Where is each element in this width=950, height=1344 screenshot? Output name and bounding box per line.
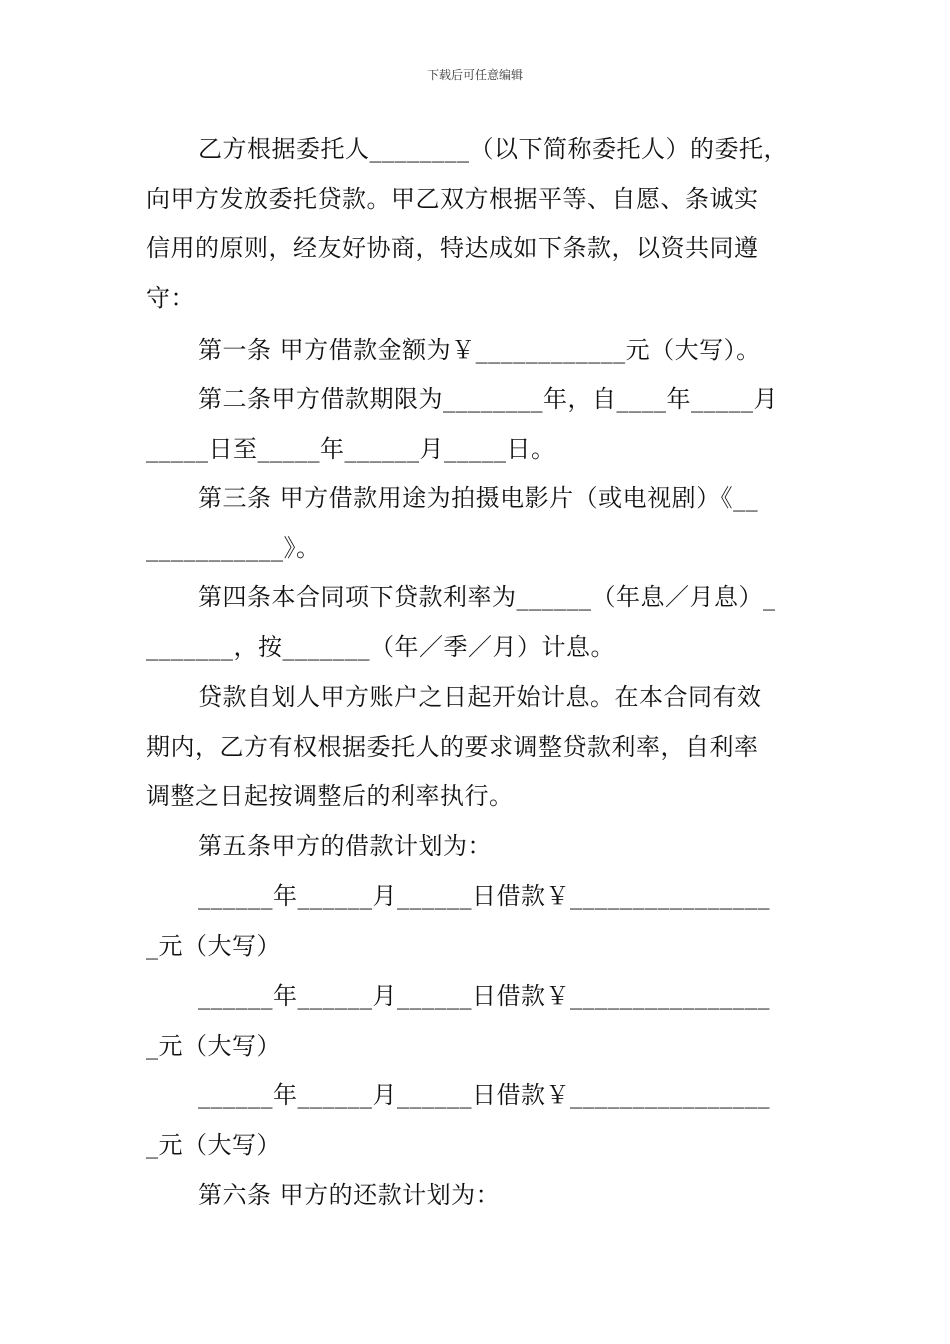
clause-2-line: 第二条甲方借款期限为________年，自____年_____月: [198, 385, 778, 413]
borrowing-plan-line: ______年______月______日借款￥________________: [198, 982, 770, 1010]
paragraph-line: 信用的原则，经友好协商，特达成如下条款，以资共同遵: [146, 234, 759, 262]
paragraph-line: 守：: [146, 284, 195, 312]
borrowing-plan-line: ______年______月______日借款￥________________: [198, 1081, 770, 1109]
clause-2-line: _____日至_____年______月_____日。: [146, 435, 556, 463]
clause-4-line: _______，按_______（年／季／月）计息。: [146, 633, 615, 661]
borrowing-plan-line: _元（大写）: [146, 1131, 281, 1159]
paragraph-line: 调整之日起按调整后的利率执行。: [146, 782, 514, 810]
clause-6-line: 第六条 甲方的还款计划为：: [198, 1181, 501, 1209]
clause-3-line: ___________》。: [146, 534, 321, 562]
borrowing-plan-line: _元（大写）: [146, 932, 281, 960]
clause-5-line: 第五条甲方的借款计划为：: [198, 832, 492, 860]
borrowing-plan-line: ______年______月______日借款￥________________: [198, 882, 770, 910]
clause-4-line: 第四条本合同项下贷款利率为______（年息／月息）_: [198, 583, 776, 611]
paragraph-line: 向甲方发放委托贷款。甲乙双方根据平等、自愿、条诚实: [146, 185, 759, 213]
paragraph-line: 贷款自划人甲方账户之日起开始计息。在本合同有效: [198, 683, 762, 711]
clause-1-line: 第一条 甲方借款金额为￥____________元（大写）。: [198, 336, 761, 364]
paragraph-line: 期内，乙方有权根据委托人的要求调整贷款利率，自利率: [146, 733, 759, 761]
header-note: 下载后可任意编辑: [426, 68, 523, 82]
paragraph-line: 乙方根据委托人________（以下简称委托人）的委托，: [198, 135, 788, 163]
borrowing-plan-line: _元（大写）: [146, 1032, 281, 1060]
clause-3-line: 第三条 甲方借款用途为拍摄电影片（或电视剧）《__: [198, 484, 759, 512]
